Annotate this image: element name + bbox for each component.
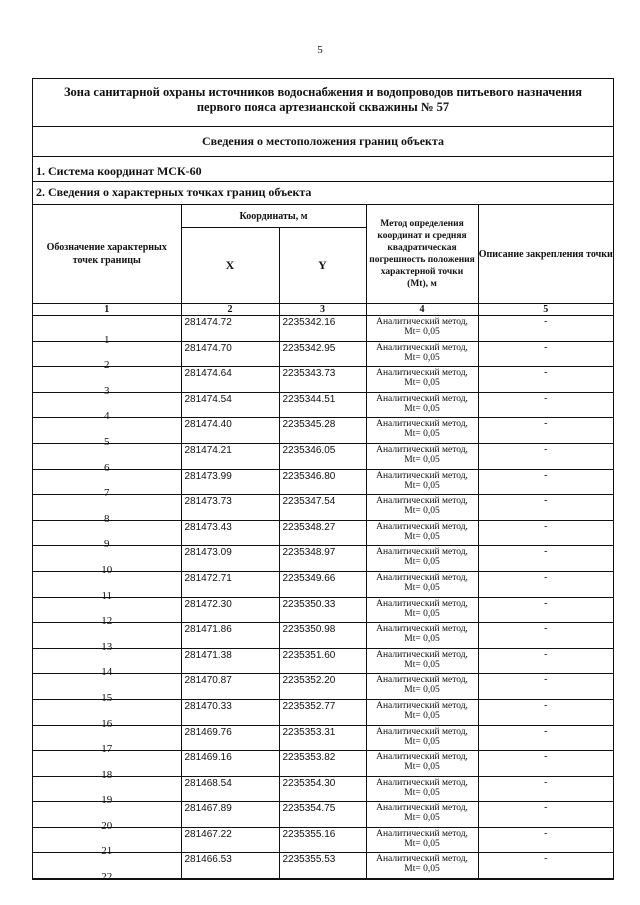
point-label: 10 [101,563,113,576]
method-cell [366,495,478,521]
column-number: 5 [478,304,613,316]
header-method-unit: (Mt), м [407,279,437,289]
method-cell [366,776,478,802]
method-text: Аналитический метод, [376,726,468,737]
description-cell: - [478,341,613,367]
method-accuracy: Mt= 0,05 [404,762,440,773]
header-method-text: Метод определения координат и средняя квадратическая погрешность положения характерной точки [369,219,475,277]
point-label: 17 [101,743,113,756]
method-text: Аналитический метод, [376,393,468,404]
point-label: 15 [101,691,113,704]
method-text: Аналитический метод, [376,521,468,532]
x-coordinate: 281470.87 [181,674,279,700]
y-coordinate: 2235353.82 [279,751,366,777]
header-point-label: Обозначение характерных точек границы [33,205,181,304]
document-title [33,79,613,127]
method-cell [366,597,478,623]
page-number: 5 [317,44,323,56]
y-coordinate: 2235348.27 [279,520,366,546]
x-coordinate: 281474.72 [181,316,279,342]
description-cell: - [478,367,613,393]
y-coordinate: 2235350.98 [279,623,366,649]
method-text: Аналитический метод, [376,598,468,609]
method-text: Аналитический метод, [376,342,468,353]
point-label: 14 [101,666,113,679]
method-accuracy: Mt= 0,05 [404,710,440,721]
header-y: Y [279,228,366,304]
y-coordinate: 2235350.33 [279,597,366,623]
method-cell [366,546,478,572]
description-cell: - [478,751,613,777]
method-cell [366,443,478,469]
point-label-cell [33,316,181,346]
description-cell: - [478,776,613,802]
y-coordinate: 2235354.30 [279,776,366,802]
description-cell: - [478,443,613,469]
y-coordinate: 2235345.28 [279,418,366,444]
point-label: 16 [101,717,113,730]
point-label: 7 [104,487,110,500]
description-cell: - [478,392,613,418]
description-cell: - [478,699,613,725]
method-accuracy: Mt= 0,05 [404,787,440,798]
column-number: 1 [33,304,181,316]
title-line-1: Зона санитарной охраны источников водоснабжения и водопроводов питьевого назначения [63,85,583,99]
description-cell: - [478,495,613,521]
method-cell [366,469,478,495]
method-cell [366,571,478,597]
boundary-points-table [33,204,613,884]
x-coordinate: 281469.76 [181,725,279,751]
y-coordinate: 2235355.16 [279,827,366,853]
method-text: Аналитический метод, [376,419,468,430]
method-text: Аналитический метод, [376,547,468,558]
document-frame [32,78,614,884]
method-cell [366,392,478,418]
y-coordinate: 2235347.54 [279,495,366,521]
x-coordinate: 281473.43 [181,520,279,546]
description-cell: - [478,623,613,649]
y-coordinate: 2235346.05 [279,443,366,469]
method-cell [366,520,478,546]
point-label: 20 [101,819,113,832]
x-coordinate: 281472.30 [181,597,279,623]
method-cell [366,316,478,342]
x-coordinate: 281466.53 [181,853,279,879]
point-label: 12 [101,615,113,628]
description-cell: - [478,520,613,546]
y-coordinate: 2235351.60 [279,648,366,674]
method-cell [366,367,478,393]
point-label: 11 [101,589,113,602]
method-text: Аналитический метод, [376,470,468,481]
x-coordinate: 281474.70 [181,341,279,367]
x-coordinate: 281470.33 [181,699,279,725]
point-label: 6 [104,461,110,474]
method-text: Аналитический метод, [376,444,468,455]
method-text: Аналитический метод, [376,624,468,635]
method-accuracy: Mt= 0,05 [404,352,440,363]
header-x: X [181,228,279,304]
x-coordinate: 281467.22 [181,827,279,853]
table-row [33,316,613,342]
header-description: Описание закрепления точки [478,205,613,304]
method-accuracy: Mt= 0,05 [404,608,440,619]
method-accuracy: Mt= 0,05 [404,634,440,645]
method-text: Аналитический метод, [376,368,468,379]
description-cell: - [478,571,613,597]
method-accuracy: Mt= 0,05 [404,429,440,440]
method-accuracy: Mt= 0,05 [404,378,440,389]
method-accuracy: Mt= 0,05 [404,531,440,542]
description-cell: - [478,674,613,700]
x-coordinate: 281472.71 [181,571,279,597]
x-coordinate: 281474.64 [181,367,279,393]
description-cell: - [478,418,613,444]
method-text: Аналитический метод, [376,317,468,327]
y-coordinate: 2235342.95 [279,341,366,367]
y-coordinate: 2235344.51 [279,392,366,418]
y-coordinate: 2235355.53 [279,853,366,879]
description-cell: - [478,648,613,674]
x-coordinate: 281473.09 [181,546,279,572]
title-line-2: первого пояса артезианской скважины № 57 [196,100,450,114]
point-label: 21 [101,845,113,858]
method-accuracy: Mt= 0,05 [404,582,440,593]
y-coordinate: 2235342.16 [279,316,366,342]
method-accuracy: Mt= 0,05 [404,327,440,337]
method-text: Аналитический метод, [376,700,468,711]
method-cell [366,341,478,367]
subsection-characteristic-points: 2. Сведения о характерных точках границ объекта [36,185,312,199]
method-cell [366,725,478,751]
y-coordinate: 2235352.77 [279,699,366,725]
method-accuracy: Mt= 0,05 [404,838,440,849]
method-accuracy: Mt= 0,05 [404,454,440,465]
method-accuracy: Mt= 0,05 [404,659,440,670]
method-accuracy: Mt= 0,05 [404,480,440,491]
description-cell: - [478,827,613,853]
point-label: 2 [104,359,110,372]
point-label: 22 [101,871,113,884]
description-cell: - [478,597,613,623]
method-cell [366,623,478,649]
method-accuracy: Mt= 0,05 [404,813,440,824]
description-cell: - [478,725,613,751]
section-title: Сведения о местоположения границ объекта [33,127,613,157]
point-label: 5 [104,435,110,448]
point-label: 19 [101,794,113,807]
method-cell [366,418,478,444]
y-coordinate: 2235353.31 [279,725,366,751]
method-accuracy: Mt= 0,05 [404,736,440,747]
column-number: 2 [181,304,279,316]
point-label: 1 [104,333,110,346]
method-accuracy: Mt= 0,05 [404,557,440,568]
y-coordinate: 2235346.80 [279,469,366,495]
x-coordinate: 281469.16 [181,751,279,777]
method-cell [366,802,478,828]
point-label: 4 [104,410,110,423]
point-label: 18 [101,768,113,781]
method-text: Аналитический метод, [376,496,468,507]
method-text: Аналитический метод, [376,675,468,686]
method-accuracy: Mt= 0,05 [404,506,440,517]
method-cell [366,648,478,674]
y-coordinate: 2235348.97 [279,546,366,572]
method-cell [366,674,478,700]
header-method [366,205,478,304]
method-text: Аналитический метод, [376,752,468,763]
x-coordinate: 281468.54 [181,776,279,802]
x-coordinate: 281473.73 [181,495,279,521]
x-coordinate: 281467.89 [181,802,279,828]
column-number: 4 [366,304,478,316]
description-cell: - [478,853,613,879]
point-label: 13 [101,640,113,653]
y-coordinate: 2235343.73 [279,367,366,393]
method-text: Аналитический метод, [376,649,468,660]
point-label: 3 [104,384,110,397]
method-text: Аналитический метод, [376,828,468,839]
method-text: Аналитический метод, [376,572,468,583]
description-cell: - [478,469,613,495]
y-coordinate: 2235354.75 [279,802,366,828]
subsection-coordinate-system: 1. Система координат МСК-60 [33,157,613,182]
method-cell [366,853,478,879]
method-accuracy: Mt= 0,05 [404,864,440,875]
y-coordinate: 2235352.20 [279,674,366,700]
description-cell: - [478,546,613,572]
method-cell [366,699,478,725]
column-numbers-row [33,304,613,316]
point-label: 8 [104,512,110,525]
y-coordinate: 2235349.66 [279,571,366,597]
method-text: Аналитический метод, [376,777,468,788]
x-coordinate: 281473.99 [181,469,279,495]
x-coordinate: 281471.38 [181,648,279,674]
method-text: Аналитический метод, [376,803,468,814]
x-coordinate: 281474.21 [181,443,279,469]
method-text: Аналитический метод, [376,854,468,865]
x-coordinate: 281471.86 [181,623,279,649]
x-coordinate: 281474.54 [181,392,279,418]
method-cell [366,827,478,853]
method-accuracy: Mt= 0,05 [404,403,440,414]
method-accuracy: Mt= 0,05 [404,685,440,696]
point-label: 9 [104,538,110,551]
x-coordinate: 281474.40 [181,418,279,444]
description-cell: - [478,802,613,828]
column-number: 3 [279,304,366,316]
description-cell: - [478,316,613,342]
method-cell [366,751,478,777]
header-coordinates: Координаты, м [181,205,366,228]
